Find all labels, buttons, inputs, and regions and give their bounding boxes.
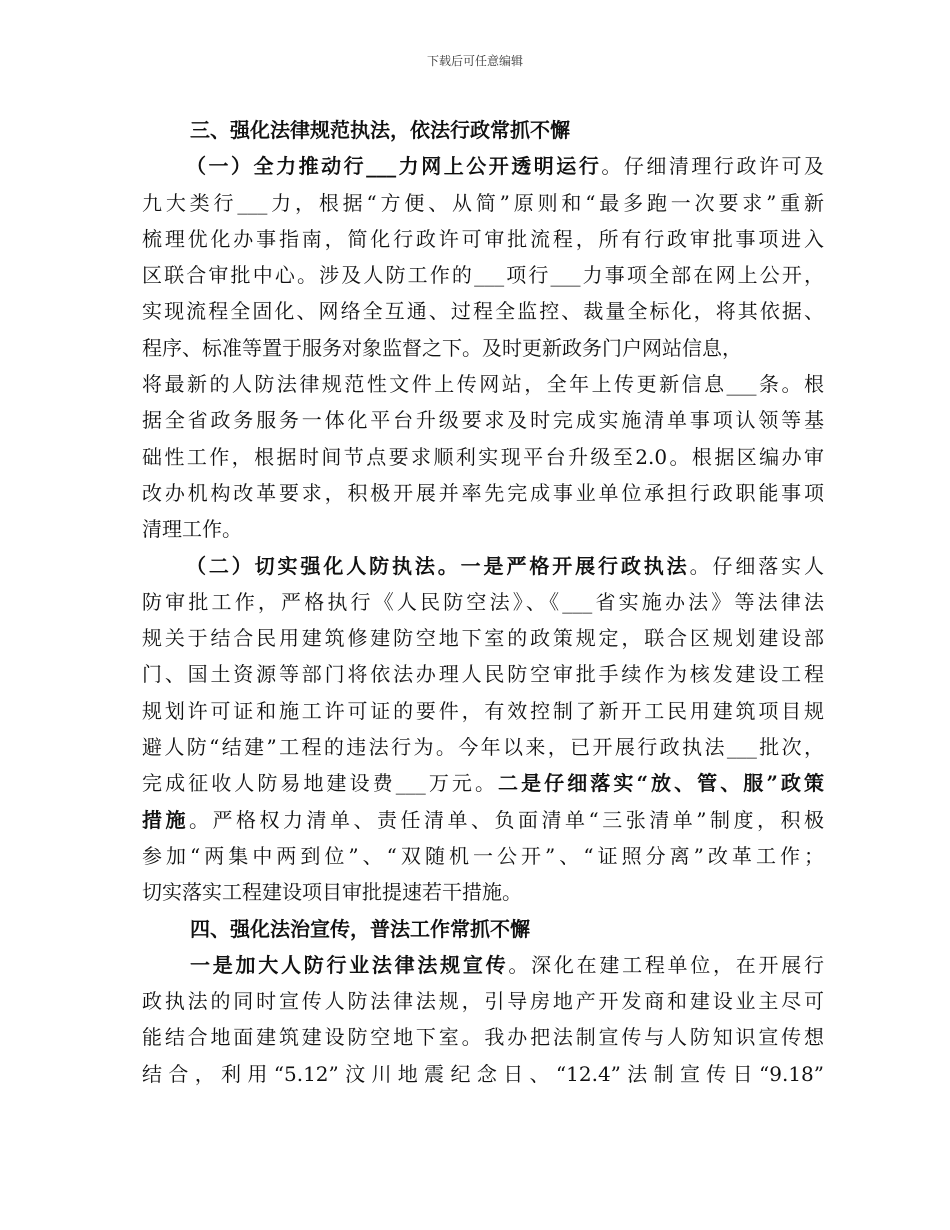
text-line [142,584,824,620]
text-line [142,656,824,692]
text-run: 规关于结合民用建筑修建防空地下室的政策规定，联合区规划建设部 [142,626,824,651]
text-run: 改办机构改革要求，积极开展并率先完成事业单位承担行政职能事项 [142,480,824,505]
text-line [142,693,824,729]
text-line [142,475,824,511]
bold-text-run: 四、强化法治宣传，普法工作常抓不懈 [190,916,530,941]
bold-text-run: 措施 [142,807,190,832]
text-line [142,511,824,547]
text-run: 政执法的同时宣传人防法律法规，引导房地产开发商和建设业主尽可 [142,989,824,1014]
page-header: 下载后可任意编辑 [426,54,523,68]
text-line [142,330,824,366]
text-line [142,293,824,329]
text-line [142,366,824,402]
text-line [142,874,824,910]
text-run: 区联合审批中心。涉及人防工作的___项行___力事项全部在网上公开， [142,263,824,288]
text-line [142,1019,824,1055]
text-line [142,911,824,947]
text-run: 将最新的人防法律规范性文件上传网站，全年上传更新信息___条。根 [142,372,824,397]
text-run: 清理工作。 [142,517,242,542]
text-line [142,620,824,656]
text-run: 九大类行___力，根据“方便、从简”原则和“最多跑一次要求”重新 [142,190,824,215]
document-body [142,112,824,1092]
text-line [142,185,824,221]
text-run: 防审批工作，严格执行《人民防空法》、《___省实施办法》等法律法 [142,589,824,614]
text-line [142,802,824,838]
text-run: 。严格权力清单、责任清单、负面清单“三张清单”制度，积极 [189,807,824,832]
text-run: 门、国土资源等部门将依法办理人民防空审批手续作为核发建设工程 [142,662,824,687]
text-line [142,548,824,584]
text-line [142,439,824,475]
text-line [142,148,824,184]
bold-text-run: 一是加大人防行业法律法规宣传 [190,952,509,977]
text-run: 切实落实工程建设项目审批提速若干措施。 [142,880,522,905]
text-line [142,402,824,438]
text-line [142,257,824,293]
text-run: 梳理优化办事指南，简化行政许可审批流程，所有行政审批事项进入 [142,226,824,251]
text-line [142,983,824,1019]
text-run: 规划许可证和施工许可证的要件，有效控制了新开工民用建筑项目规 [142,698,824,723]
bold-text-run: 三、强化法律规范执法，依法行政常抓不懈 [190,118,570,142]
text-run: 础性工作，根据时间节点要求顺利实现平台升级至2.0。根据区编办审 [142,444,824,469]
text-line [142,729,824,765]
bold-text-run: （二）切实强化人防执法。一是严格开展行政执法 [186,553,690,578]
text-run: 。仔细落实人 [689,553,824,578]
text-line [142,947,824,983]
text-run: 避人防“结建”工程的违法行为。今年以来，已开展行政执法___批次， [142,735,824,760]
text-line [142,221,824,257]
text-line [142,838,824,874]
text-line [142,1056,824,1092]
text-run: 能结合地面建筑建设防空地下室。我办把法制宣传与人防知识宣传想 [142,1025,824,1050]
text-run: 参加“两集中两到位”、“双随机一公开”、“证照分离”改革工作； [142,843,824,868]
bold-text-run: ___ [366,154,397,179]
text-run: 实现流程全固化、网络全互通、过程全监控、裁量全标化，将其依据、 [142,299,824,324]
bold-text-run: 力网上公开透明运行 [396,154,602,179]
bold-text-run: 二是仔细落实“放、管、服”政策 [498,771,824,796]
text-run: 程序、标准等置于服务对象监督之下。及时更新政务门户网站信息， [142,335,742,360]
text-line [142,765,824,801]
bold-text-run: （一）全力推动行 [186,154,367,179]
text-run: 据全省政务服务一体化平台升级要求及时完成实施清单事项认领等基 [142,408,824,433]
text-run: 完成征收人防易地建设费___万元。 [142,771,499,796]
text-run: 。深化在建工程单位，在开展行 [508,952,824,977]
text-run: 结合，利用“5.12”汶川地震纪念日、“12.4”法制宣传日“9.18” [142,1061,824,1086]
text-line [142,112,824,148]
text-run: 。仔细清理行政许可及 [601,154,824,179]
